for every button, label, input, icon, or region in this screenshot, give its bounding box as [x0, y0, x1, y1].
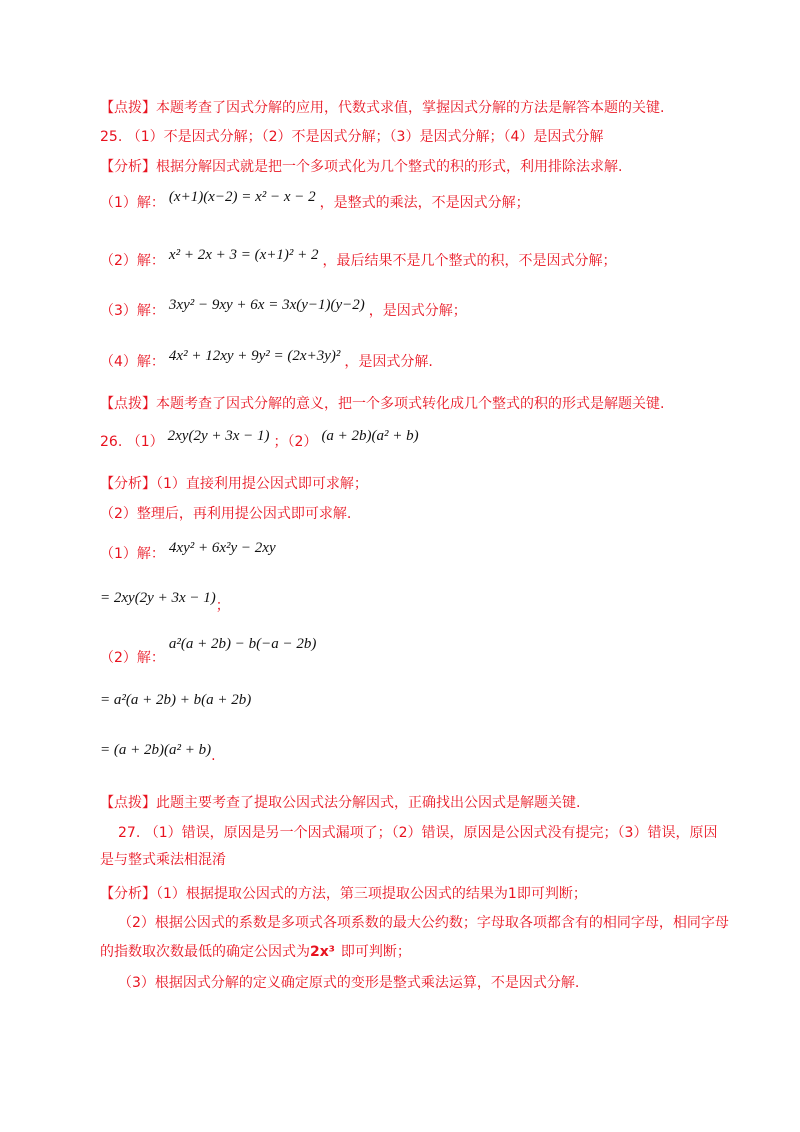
q26-tip	[100, 793, 740, 813]
q27-answer	[118, 823, 740, 843]
tip-tag: 【点拨】	[100, 795, 156, 811]
q27-analysis-2-cont	[100, 942, 740, 962]
analysis-text-2: （2）根据公因式的系数是多项式各项系数的最大公约数；字母取各项都含有的相同字母，相同字母	[118, 915, 729, 931]
common-factor-math: 2x³	[310, 944, 335, 960]
tip-text: 此题主要考查了提取公因式法分解因式，正确找出公因式是解题关键.	[156, 795, 581, 811]
solution-math: = 2xy(2y + 3x − 1)	[100, 590, 216, 606]
answer-text-1: （1）错误，原因是另一个因式漏项了；（2）错误，原因是公因式没有提完；（3）错误，原因	[144, 825, 718, 841]
analysis-text-3: （3）根据因式分解的定义确定原式的变形是整式乘法运算，不是因式分解.	[118, 975, 580, 991]
q25-item-1	[100, 189, 740, 213]
q27-analysis-3	[118, 973, 740, 993]
q26-solution-1	[100, 540, 740, 564]
item-tail: ，是整式的乘法，不是因式分解；	[319, 195, 530, 211]
solution-math: a²(a + 2b) − b(−a − 2b)	[168, 636, 317, 652]
q25-analysis	[100, 157, 740, 177]
analysis-text-2-post: 即可判断；	[340, 944, 411, 960]
analysis-text-1: （1）直接利用提公因式即可求解；	[156, 476, 368, 492]
analysis-tag: 【分析】	[100, 886, 156, 902]
solution-end: .	[211, 748, 216, 764]
q25-answer	[100, 127, 740, 147]
answer-1-math: 2xy(2y + 3x − 1)	[167, 428, 270, 444]
analysis-tag: 【分析】	[100, 159, 156, 175]
q26-solution-1-step	[100, 588, 740, 614]
tip-tag: 【点拨】	[100, 100, 156, 116]
q26-solution-2	[100, 636, 740, 668]
analysis-tag: 【分析】	[100, 476, 156, 492]
tip-tag: 【点拨】	[100, 396, 156, 412]
separator: ；	[273, 434, 288, 450]
q27-analysis-2	[118, 913, 740, 933]
q26-solution-2-step-1	[100, 690, 740, 710]
tip-text: 本题考查了因式分解的意义，把一个多项式转化成几个整式的积的形式是解题关键.	[156, 396, 665, 412]
solution-math: = a²(a + 2b) + b(a + 2b)	[100, 692, 252, 708]
item-label: （4）解：	[100, 354, 165, 370]
solution-label: （1）解：	[100, 546, 165, 562]
item-tail: ，最后结果不是几个整式的积，不是因式分解；	[322, 253, 617, 269]
item-math: x² + 2x + 3 = (x+1)² + 2	[168, 247, 319, 263]
item-label: （1）解：	[100, 195, 165, 211]
item-math: 3xy² − 9xy + 6x = 3x(y−1)(y−2)	[168, 297, 365, 313]
answer-2-math: (a + 2b)(a² + b)	[321, 428, 419, 444]
analysis-text-2: （2）整理后，再利用提公因式即可求解.	[100, 506, 352, 522]
item-tail: ，是因式分解；	[368, 303, 467, 319]
q25-item-3	[100, 297, 740, 321]
item-tail: ，是因式分解.	[344, 354, 433, 370]
answer-1-label: （1）	[126, 434, 164, 450]
question-number: 26.	[100, 434, 123, 450]
question-number: 27.	[118, 825, 141, 841]
item-math: (x+1)(x−2) = x² − x − 2	[168, 189, 316, 205]
analysis-text-1: （1）根据提取公因式的方法，第三项提取公因式的结果为1即可判断；	[156, 886, 587, 902]
answer-text-2: 是与整式乘法相混淆	[100, 852, 226, 868]
answer-text: （1）不是因式分解；（2）不是因式分解；（3）是因式分解；（4）是因式分解	[126, 129, 604, 145]
solution-label: （2）解：	[100, 650, 165, 666]
question-number: 25.	[100, 129, 123, 145]
solution-math: 4xy² + 6x²y − 2xy	[168, 540, 276, 556]
q26-analysis-2	[100, 504, 740, 524]
q26-analysis	[100, 474, 740, 494]
item-label: （3）解：	[100, 303, 165, 319]
q27-answer-cont	[100, 850, 740, 870]
solution-math: = (a + 2b)(a² + b)	[100, 742, 212, 758]
analysis-text: 根据分解因式就是把一个多项式化为几个整式的积的形式，利用排除法求解.	[156, 159, 623, 175]
item-label: （2）解：	[100, 253, 165, 269]
q27-analysis	[100, 884, 740, 904]
q26-solution-2-step-2	[100, 740, 740, 764]
analysis-text-2-pre: 的指数取次数最低的确定公因式为	[100, 944, 310, 960]
q24-tip	[100, 98, 740, 118]
item-math: 4x² + 12xy + 9y² = (2x+3y)²	[168, 348, 341, 364]
q25-tip	[100, 394, 740, 414]
q26-answer	[100, 428, 740, 452]
q25-item-2	[100, 247, 740, 271]
tip-text: 本题考查了因式分解的应用，代数式求值，掌握因式分解的方法是解答本题的关键.	[156, 100, 665, 116]
solution-end: ；	[215, 598, 230, 614]
answer-2-label: （2）	[287, 434, 318, 450]
q25-item-4	[100, 348, 740, 372]
